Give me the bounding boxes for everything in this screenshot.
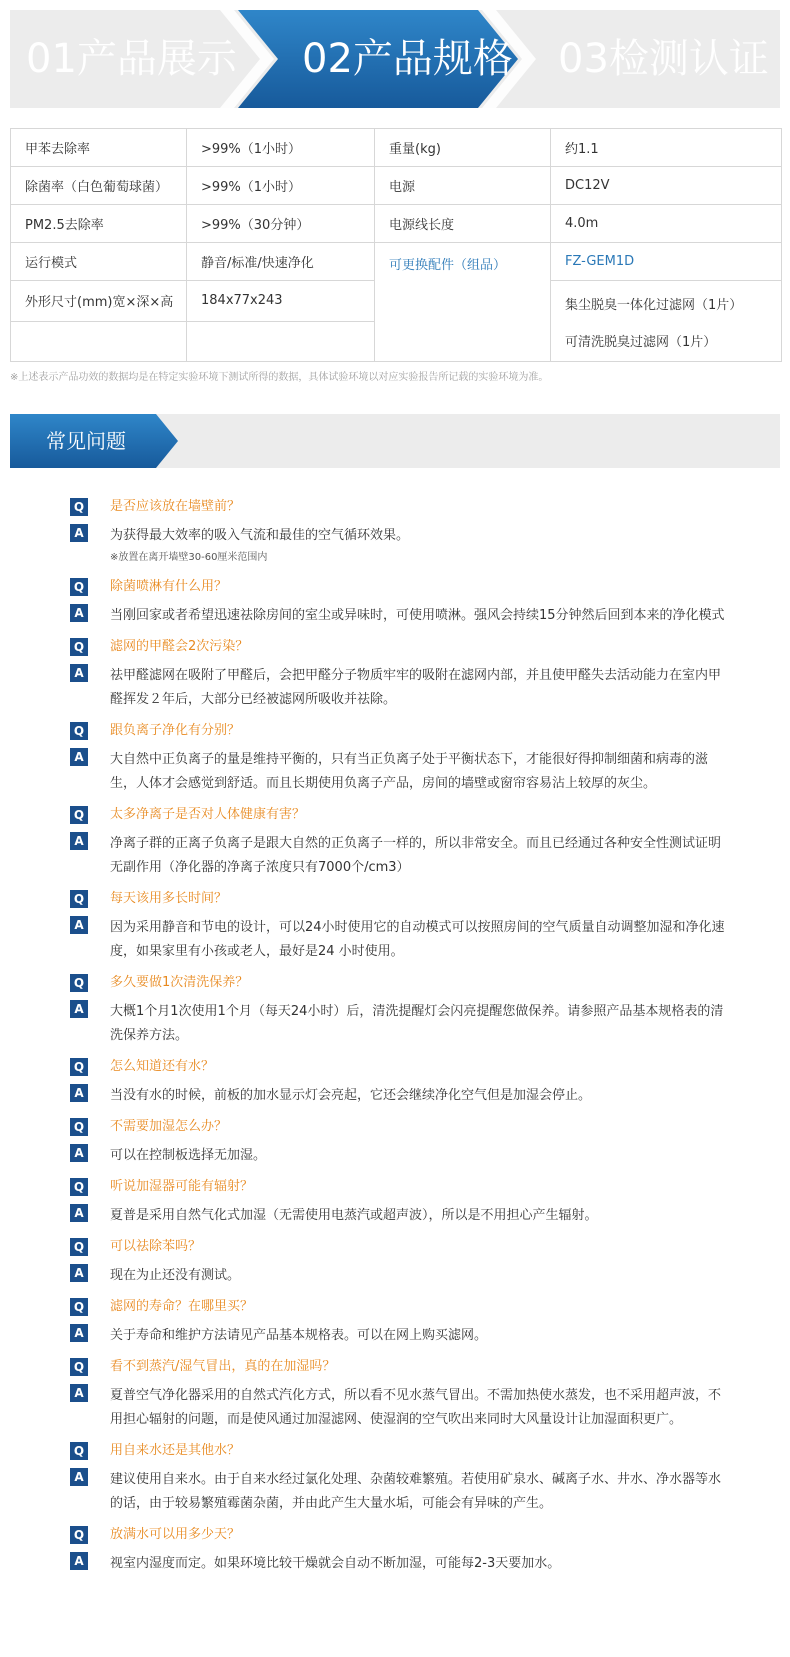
answer-badge: A xyxy=(70,1384,88,1402)
question-badge: Q xyxy=(70,890,88,908)
faq-answer: 现在为止还没有测试。 xyxy=(110,1268,241,1283)
table-row xyxy=(11,243,782,281)
faq-question: 滤网的寿命？在哪里买？ xyxy=(110,1299,254,1314)
faq-answer: 视室内湿度而定。如果环境比较干燥就会自动不断加湿，可能每2-3天要加水。 xyxy=(110,1556,561,1571)
faq-question: 多久要做1次清洗保养？ xyxy=(110,975,249,990)
spec-value: 184x77x243 xyxy=(187,281,375,322)
spec-table xyxy=(10,128,782,362)
question-badge: Q xyxy=(70,1238,88,1256)
faq-header xyxy=(10,414,780,468)
faq-item xyxy=(70,886,730,964)
faq-question: 用自来水还是其他水？ xyxy=(110,1443,241,1458)
faq-item xyxy=(70,1114,730,1168)
faq-question: 滤网的甲醛会2次污染？ xyxy=(110,639,249,654)
question-badge: Q xyxy=(70,1526,88,1544)
spec-value: >99%（1小时） xyxy=(187,129,375,167)
faq-question: 不需要加湿怎么办？ xyxy=(110,1119,228,1134)
spec-key: PM2.5去除率 xyxy=(11,205,187,243)
spec-key: 重量(kg) xyxy=(375,129,551,167)
spec-value: DC12V xyxy=(551,167,782,205)
question-badge: Q xyxy=(70,1058,88,1076)
faq-answer: 为获得最大效率的吸入气流和最佳的空气循环效果。 xyxy=(110,528,410,543)
answer-badge: A xyxy=(70,1144,88,1162)
faq-question: 跟负离子净化有分别？ xyxy=(110,723,241,738)
answer-badge: A xyxy=(70,1264,88,1282)
question-badge: Q xyxy=(70,578,88,596)
faq-item xyxy=(70,802,730,880)
spec-value: 4.0m xyxy=(551,205,782,243)
faq-item xyxy=(70,718,730,796)
faq-answer: 当没有水的时候，前板的加水显示灯会亮起，它还会继续净化空气但是加湿会停止。 xyxy=(110,1088,592,1103)
question-badge: Q xyxy=(70,722,88,740)
table-row xyxy=(11,205,782,243)
table-row xyxy=(11,167,782,205)
faq-item xyxy=(70,1522,730,1576)
faq-list xyxy=(70,494,730,1576)
answer-badge: A xyxy=(70,524,88,542)
answer-badge: A xyxy=(70,604,88,622)
faq-answer-note: ※放置在离开墙壁30-60厘米范围内 xyxy=(110,552,268,563)
answer-badge: A xyxy=(70,1084,88,1102)
question-badge: Q xyxy=(70,1358,88,1376)
spec-key: 电源线长度 xyxy=(375,205,551,243)
step-3-label[interactable]: 03检测认证 xyxy=(558,36,769,82)
spec-value: >99%（1小时） xyxy=(187,167,375,205)
faq-answer: 夏普是采用自然气化式加湿（无需使用电蒸汽或超声波），所以是不用担心产生辐射。 xyxy=(110,1208,598,1223)
faq-item xyxy=(70,1438,730,1516)
spec-value: 静音/标准/快速净化 xyxy=(187,243,375,281)
faq-question: 太多净离子是否对人体健康有害？ xyxy=(110,807,306,822)
spec-key: 甲苯去除率 xyxy=(11,129,187,167)
answer-badge: A xyxy=(70,1552,88,1570)
faq-question: 是否应该放在墙壁前？ xyxy=(110,499,241,514)
spec-value-parts-list xyxy=(551,281,782,362)
spec-note: ※上述表示产品功效的数据均是在特定实验环境下测试所得的数据，具体试验环境以对应实验报告所记载的实验环境为准。 xyxy=(10,372,549,383)
spec-key-parts: 可更换配件（组品） xyxy=(375,243,551,362)
faq-answer: 夏普空气净化器采用的自然式汽化方式，所以看不见水蒸气冒出。不需加热使水蒸发，也不采用超声波，不用担心辐射的问题，而是使风通过加湿滤网、使湿润的空气吹出来同时大风量设计让加湿面积更广。 xyxy=(110,1388,722,1427)
step-2-label[interactable]: 02产品规格 xyxy=(302,36,513,82)
question-badge: Q xyxy=(70,498,88,516)
faq-question: 看不到蒸汽/湿气冒出，真的在加湿吗？ xyxy=(110,1359,336,1374)
faq-item xyxy=(70,1054,730,1108)
spec-key: 外形尺寸(mm)宽×深×高 xyxy=(11,281,187,322)
faq-item xyxy=(70,1234,730,1288)
faq-answer: 关于寿命和维护方法请见产品基本规格表。可以在网上购买滤网。 xyxy=(110,1328,488,1343)
question-badge: Q xyxy=(70,974,88,992)
step-banner xyxy=(10,10,780,108)
faq-answer: 可以在控制板选择无加湿。 xyxy=(110,1148,267,1163)
faq-answer: 大概1个月1次使用1个月（每天24小时）后，清洗提醒灯会闪亮提醒您做保养。请参照产品基本规格表的清洗保养方法。 xyxy=(110,1004,724,1043)
faq-answer: 净离子群的正离子负离子是跟大自然的正负离子一样的，所以非常安全。而且已经通过各种安全性测试证明无副作用（净化器的净离子浓度只有7000个/cm3） xyxy=(110,836,722,875)
faq-answer: 祛甲醛滤网在吸附了甲醛后，会把甲醛分子物质牢牢的吸附在滤网内部，并且使甲醛失去活动能力在室内甲醛挥发２年后，大部分已经被滤网所吸收并祛除。 xyxy=(110,668,722,707)
faq-answer: 大自然中正负离子的量是维持平衡的，只有当正负离子处于平衡状态下，才能很好得抑制细菌和病毒的滋生，人体才会感觉到舒适。而且长期使用负离子产品，房间的墙壁或窗帘容易沾上较厚的灰尘。 xyxy=(110,752,709,791)
faq-answer: 建议使用自来水。由于自来水经过氯化处理、杂菌较难繁殖。若使用矿泉水、碱离子水、井水、净水器等水的话，由于较易繁殖霉菌杂菌，并由此产生大量水垢，可能会有异味的产生。 xyxy=(110,1472,722,1511)
question-badge: Q xyxy=(70,1118,88,1136)
faq-item xyxy=(70,494,730,568)
faq-question: 可以祛除苯吗？ xyxy=(110,1239,202,1254)
answer-badge: A xyxy=(70,1324,88,1342)
step-1-label[interactable]: 01产品展示 xyxy=(26,36,237,82)
spec-empty-cell xyxy=(11,321,187,362)
faq-question: 每天该用多长时间？ xyxy=(110,891,228,906)
faq-item xyxy=(70,1174,730,1228)
spec-key: 除菌率（白色葡萄球菌） xyxy=(11,167,187,205)
answer-badge: A xyxy=(70,1204,88,1222)
faq-question: 除菌喷淋有什么用？ xyxy=(110,579,228,594)
faq-question: 怎么知道还有水？ xyxy=(110,1059,215,1074)
question-badge: Q xyxy=(70,1298,88,1316)
spec-key: 电源 xyxy=(375,167,551,205)
spec-empty-cell xyxy=(187,321,375,362)
answer-badge: A xyxy=(70,1000,88,1018)
question-badge: Q xyxy=(70,1442,88,1460)
faq-question: 听说加湿器可能有辐射？ xyxy=(110,1179,254,1194)
faq-item xyxy=(70,574,730,628)
faq-item xyxy=(70,634,730,712)
faq-item xyxy=(70,1354,730,1432)
faq-item xyxy=(70,1294,730,1348)
question-badge: Q xyxy=(70,806,88,824)
table-row xyxy=(11,129,782,167)
answer-badge: A xyxy=(70,916,88,934)
faq-answer: 当刚回家或者希望迅速祛除房间的室尘或异味时，可使用喷淋。强风会持续15分钟然后回到本来的净化模式 xyxy=(110,608,725,623)
parts-item: 可清洗脱臭过滤网（1片） xyxy=(565,335,717,350)
spec-value: 约1.1 xyxy=(551,129,782,167)
faq-title: 常见问题 xyxy=(46,429,126,453)
spec-value-parts-model: FZ-GEM1D xyxy=(551,243,782,281)
faq-item xyxy=(70,970,730,1048)
answer-badge: A xyxy=(70,832,88,850)
question-badge: Q xyxy=(70,1178,88,1196)
answer-badge: A xyxy=(70,1468,88,1486)
spec-value: >99%（30分钟） xyxy=(187,205,375,243)
parts-item: 集尘脱臭一体化过滤网（1片） xyxy=(565,298,743,313)
answer-badge: A xyxy=(70,664,88,682)
answer-badge: A xyxy=(70,748,88,766)
spec-key: 运行模式 xyxy=(11,243,187,281)
question-badge: Q xyxy=(70,638,88,656)
faq-answer: 因为采用静音和节电的设计，可以24小时使用它的自动模式可以按照房间的空气质量自动调整加湿和净化速度，如果家里有小孩或老人，最好是24 小时使用。 xyxy=(110,920,725,959)
faq-question: 放满水可以用多少天？ xyxy=(110,1527,241,1542)
